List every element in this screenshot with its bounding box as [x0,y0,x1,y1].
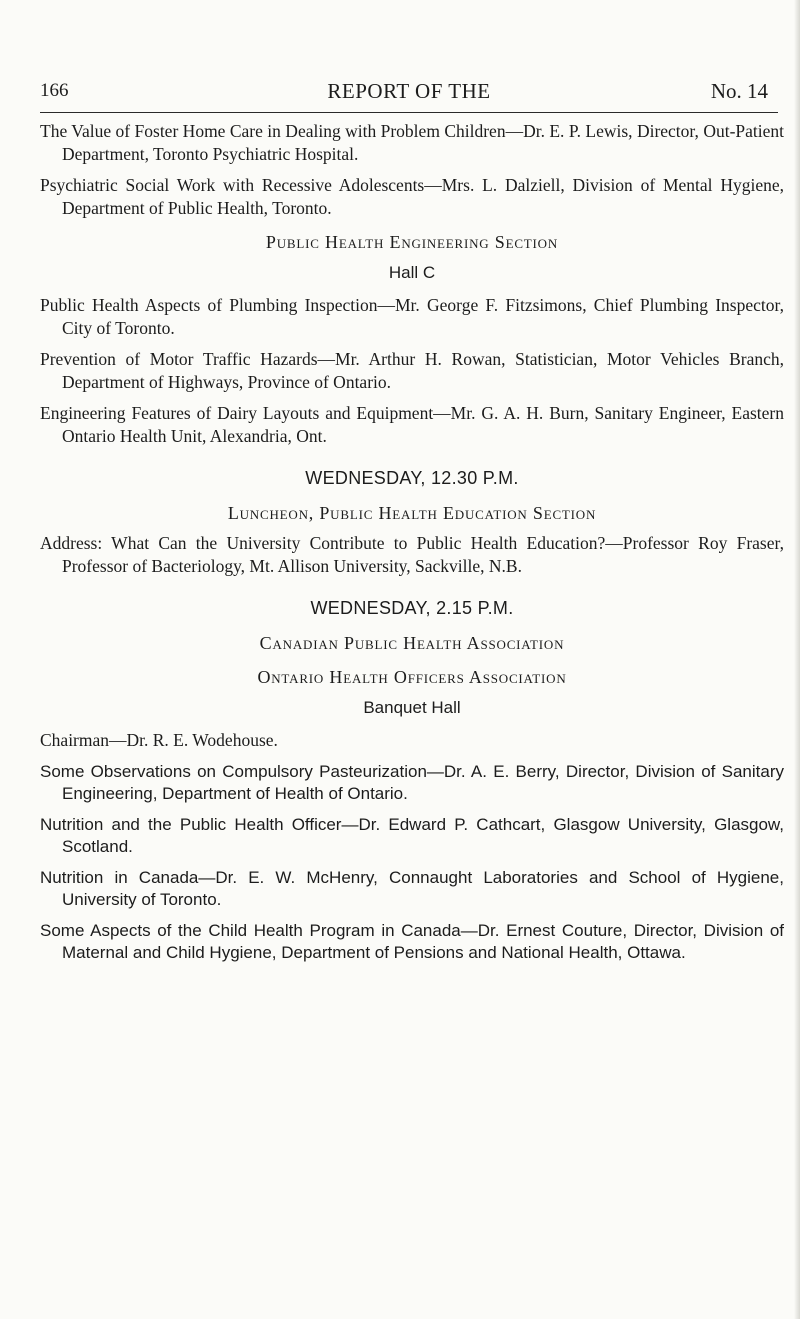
program-entry: Address: What Can the University Contribute to Public Health Education?—Professor Roy Fraser, Professor of Bacteriology, Mt. Allison University, Sackville, N.B. [40,533,784,576]
program-entry: Psychiatric Social Work with Recessive Adolescents—Mrs. L. Dalziell, Division of Mental Hygiene, Department of Public Health, Toronto. [40,175,784,218]
program-entry: Public Health Aspects of Plumbing Inspection—Mr. George F. Fitzsimons, Chief Plumbing Inspector, City of Toronto. [40,295,784,338]
page-number: 166 [40,80,69,101]
page-header [40,76,778,113]
page-edge-shadow [794,0,800,1319]
program-entry: Prevention of Motor Traffic Hazards—Mr. Arthur H. Rowan, Statistician, Motor Vehicles Branch, Department of Highways, Province of Ontario. [40,349,784,392]
program-entry: The Value of Foster Home Care in Dealing with Problem Children—Dr. E. P. Lewis, Director, Out-Patient Department, Toronto Psychiatric Hospital. [40,121,784,164]
day-heading: WEDNESDAY, 2.15 P.M. [310,598,514,618]
issue-number: No. 14 [710,79,768,103]
running-head: REPORT OF THE [327,79,491,103]
program-entry: Some Aspects of the Child Health Program in Canada—Dr. Ernest Couture, Director, Division of Maternal and Child Hygiene, Department of Pensions and National Health, Ottawa. [40,920,784,962]
section-heading: Canadian Public Health Association [259,632,565,653]
program-entry: Nutrition and the Public Health Officer—Dr. Edward P. Cathcart, Glasgow University, Glasgow, Scotland. [40,814,784,856]
section-heading: Ontario Health Officers Association [257,667,567,687]
page-content [40,120,784,973]
session-location: Hall C [388,262,436,282]
day-heading: WEDNESDAY, 12.30 P.M. [305,468,519,488]
session-location: Banquet Hall [363,697,461,717]
program-entry: Engineering Features of Dairy Layouts and Equipment—Mr. G. A. H. Burn, Sanitary Engineer, Eastern Ontario Health Unit, Alexandria, Ont. [40,403,784,446]
program-entry: Some Observations on Compulsory Pasteurization—Dr. A. E. Berry, Director, Division of Sanitary Engineering, Department of Health of Ontario. [40,761,784,803]
chairman-line: Chairman—Dr. R. E. Wodehouse. [40,730,278,750]
section-heading: Public Health Engineering Section [265,232,559,252]
program-entry: Nutrition in Canada—Dr. E. W. McHenry, Connaught Laboratories and School of Hygiene, University of Toronto. [40,867,784,909]
section-heading: Luncheon, Public Health Education Section [227,502,597,523]
